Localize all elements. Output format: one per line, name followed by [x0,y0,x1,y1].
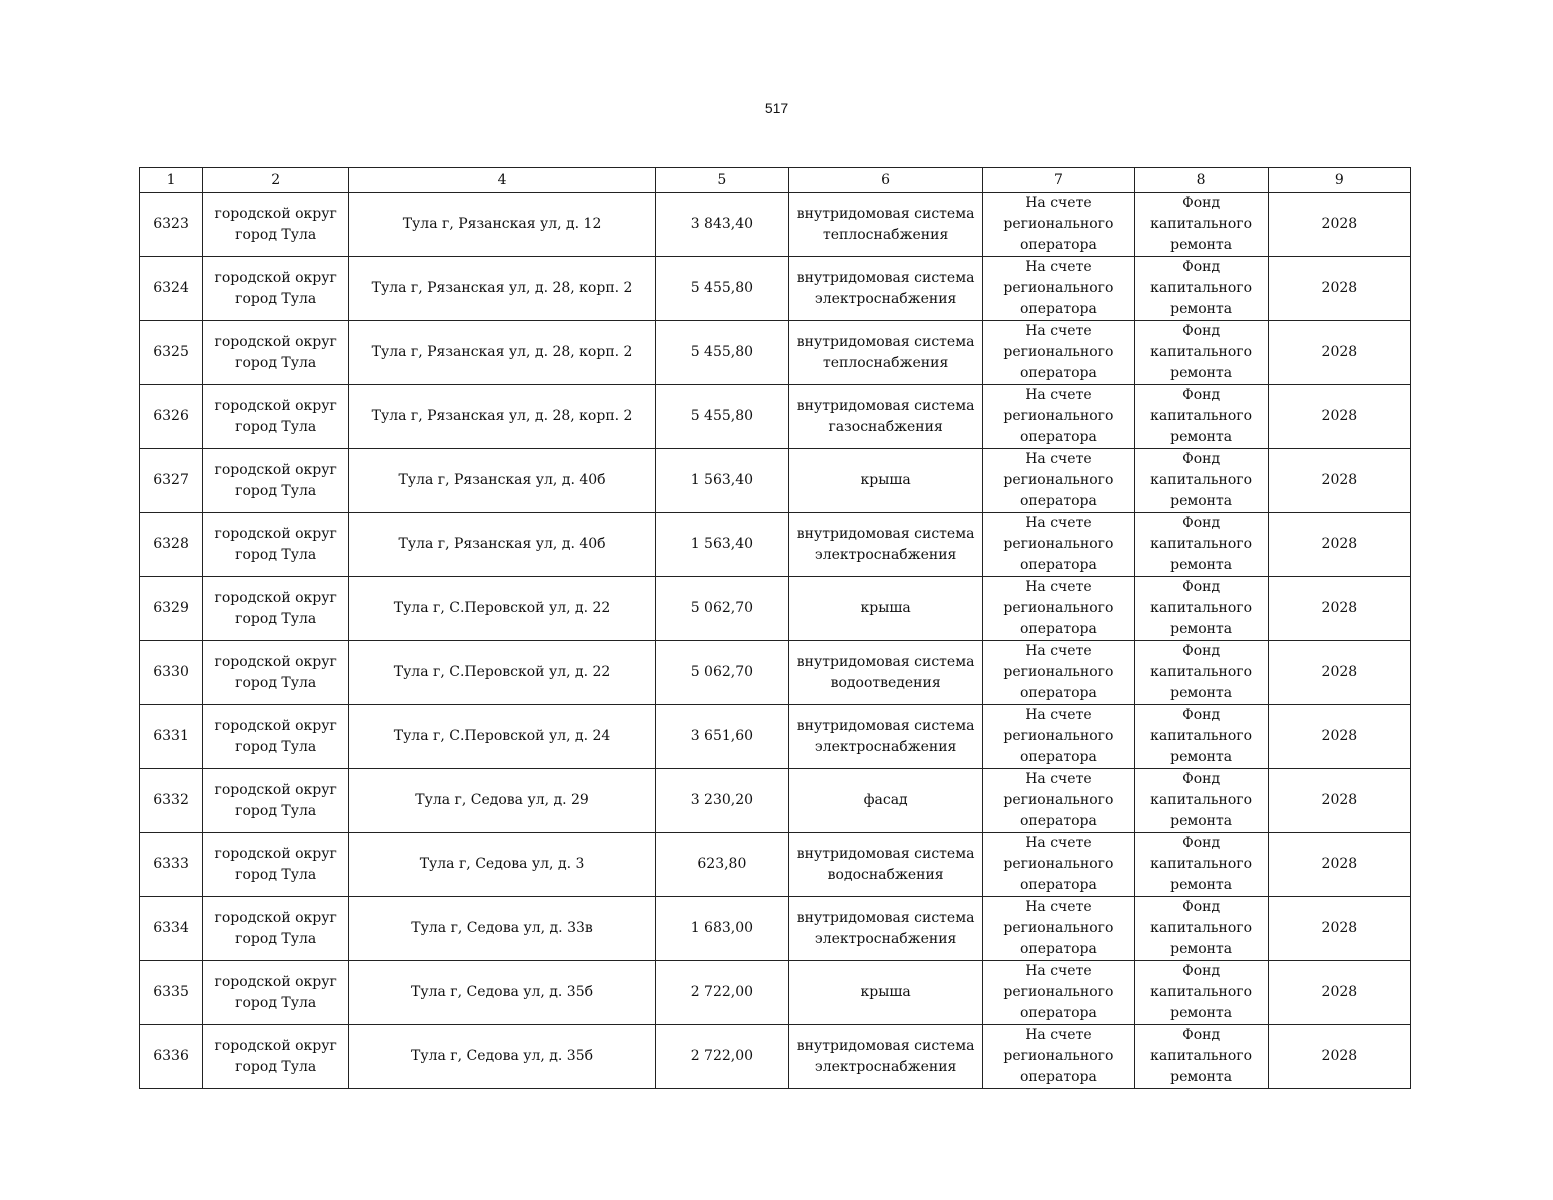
fund-account-cell: На счете регионального оператора [983,833,1134,897]
municipality-cell: городской округ город Тула [203,641,349,705]
row-number-cell: 6325 [140,321,203,385]
row-number-cell: 6327 [140,449,203,513]
row-number-cell: 6334 [140,897,203,961]
column-number: 8 [1134,168,1268,193]
year-cell: 2028 [1268,513,1410,577]
municipality-cell: городской округ город Тула [203,769,349,833]
fund-account-cell: На счете регионального оператора [983,641,1134,705]
page-number: 517 [764,100,789,116]
table-row [140,833,1411,897]
funding-source-cell: Фонд капитального ремонта [1134,513,1268,577]
fund-account-cell: На счете регионального оператора [983,769,1134,833]
funding-source-cell: Фонд капитального ремонта [1134,833,1268,897]
address-cell: Тула г, Рязанская ул, д. 28, корп. 2 [349,257,655,321]
funding-source-cell: Фонд капитального ремонта [1134,449,1268,513]
column-number: 9 [1268,168,1410,193]
address-cell: Тула г, Рязанская ул, д. 40б [349,449,655,513]
row-number-cell: 6332 [140,769,203,833]
area-cell: 5 455,80 [655,385,788,449]
address-cell: Тула г, Рязанская ул, д. 28, корп. 2 [349,321,655,385]
column-number: 2 [203,168,349,193]
work-type-cell: внутридомовая система электроснабжения [788,513,982,577]
year-cell: 2028 [1268,961,1410,1025]
table-row [140,513,1411,577]
area-cell: 1 683,00 [655,897,788,961]
work-type-cell: внутридомовая система электроснабжения [788,1025,982,1089]
funding-source-cell: Фонд капитального ремонта [1134,577,1268,641]
year-cell: 2028 [1268,385,1410,449]
row-number-cell: 6326 [140,385,203,449]
table-row [140,321,1411,385]
funding-source-cell: Фонд капитального ремонта [1134,257,1268,321]
work-type-cell: внутридомовая система теплоснабжения [788,193,982,257]
fund-account-cell: На счете регионального оператора [983,897,1134,961]
table-row [140,449,1411,513]
area-cell: 5 455,80 [655,257,788,321]
area-cell: 2 722,00 [655,961,788,1025]
fund-account-cell: На счете регионального оператора [983,257,1134,321]
work-type-cell: внутридомовая система электроснабжения [788,897,982,961]
year-cell: 2028 [1268,769,1410,833]
address-cell: Тула г, Седова ул, д. 35б [349,1025,655,1089]
area-cell: 623,80 [655,833,788,897]
fund-account-cell: На счете регионального оператора [983,449,1134,513]
column-number: 6 [788,168,982,193]
column-number: 7 [983,168,1134,193]
work-type-cell: фасад [788,769,982,833]
funding-source-cell: Фонд капитального ремонта [1134,193,1268,257]
column-numbers-row [140,168,1411,193]
year-cell: 2028 [1268,257,1410,321]
year-cell: 2028 [1268,833,1410,897]
fund-account-cell: На счете регионального оператора [983,513,1134,577]
municipality-cell: городской округ город Тула [203,1025,349,1089]
row-number-cell: 6330 [140,641,203,705]
area-cell: 1 563,40 [655,513,788,577]
funding-source-cell: Фонд капитального ремонта [1134,705,1268,769]
area-cell: 1 563,40 [655,449,788,513]
row-number-cell: 6323 [140,193,203,257]
row-number-cell: 6336 [140,1025,203,1089]
area-cell: 5 062,70 [655,577,788,641]
area-cell: 5 062,70 [655,641,788,705]
municipality-cell: городской округ город Тула [203,961,349,1025]
row-number-cell: 6335 [140,961,203,1025]
funding-source-cell: Фонд капитального ремонта [1134,1025,1268,1089]
municipality-cell: городской округ город Тула [203,577,349,641]
municipality-cell: городской округ город Тула [203,513,349,577]
year-cell: 2028 [1268,897,1410,961]
work-type-cell: крыша [788,961,982,1025]
work-type-cell: внутридомовая система газоснабжения [788,385,982,449]
table-row [140,385,1411,449]
year-cell: 2028 [1268,577,1410,641]
address-cell: Тула г, С.Перовской ул, д. 24 [349,705,655,769]
year-cell: 2028 [1268,321,1410,385]
municipality-cell: городской округ город Тула [203,193,349,257]
municipality-cell: городской округ город Тула [203,833,349,897]
address-cell: Тула г, С.Перовской ул, д. 22 [349,641,655,705]
municipality-cell: городской округ город Тула [203,385,349,449]
year-cell: 2028 [1268,705,1410,769]
work-type-cell: внутридомовая система теплоснабжения [788,321,982,385]
column-number: 5 [655,168,788,193]
year-cell: 2028 [1268,641,1410,705]
table-row [140,961,1411,1025]
address-cell: Тула г, Седова ул, д. 33в [349,897,655,961]
municipality-cell: городской округ город Тула [203,321,349,385]
fund-account-cell: На счете регионального оператора [983,577,1134,641]
fund-account-cell: На счете регионального оператора [983,705,1134,769]
area-cell: 3 843,40 [655,193,788,257]
area-cell: 3 230,20 [655,769,788,833]
fund-account-cell: На счете регионального оператора [983,961,1134,1025]
address-cell: Тула г, С.Перовской ул, д. 22 [349,577,655,641]
address-cell: Тула г, Рязанская ул, д. 12 [349,193,655,257]
year-cell: 2028 [1268,1025,1410,1089]
funding-source-cell: Фонд капитального ремонта [1134,769,1268,833]
area-cell: 2 722,00 [655,1025,788,1089]
work-type-cell: внутридомовая система водоотведения [788,641,982,705]
area-cell: 5 455,80 [655,321,788,385]
fund-account-cell: На счете регионального оператора [983,321,1134,385]
table-row [140,1025,1411,1089]
capital-repair-table [139,167,1411,1089]
table-row [140,193,1411,257]
municipality-cell: городской округ город Тула [203,897,349,961]
work-type-cell: крыша [788,449,982,513]
work-type-cell: внутридомовая система водоснабжения [788,833,982,897]
table-row [140,641,1411,705]
address-cell: Тула г, Рязанская ул, д. 28, корп. 2 [349,385,655,449]
fund-account-cell: На счете регионального оператора [983,1025,1134,1089]
row-number-cell: 6328 [140,513,203,577]
municipality-cell: городской округ город Тула [203,257,349,321]
row-number-cell: 6329 [140,577,203,641]
funding-source-cell: Фонд капитального ремонта [1134,641,1268,705]
address-cell: Тула г, Седова ул, д. 29 [349,769,655,833]
year-cell: 2028 [1268,449,1410,513]
funding-source-cell: Фонд капитального ремонта [1134,321,1268,385]
column-number: 4 [349,168,655,193]
work-type-cell: внутридомовая система электроснабжения [788,257,982,321]
column-number: 1 [140,168,203,193]
work-type-cell: внутридомовая система электроснабжения [788,705,982,769]
fund-account-cell: На счете регионального оператора [983,385,1134,449]
municipality-cell: городской округ город Тула [203,449,349,513]
funding-source-cell: Фонд капитального ремонта [1134,385,1268,449]
address-cell: Тула г, Рязанская ул, д. 40б [349,513,655,577]
table-row [140,769,1411,833]
funding-source-cell: Фонд капитального ремонта [1134,961,1268,1025]
address-cell: Тула г, Седова ул, д. 3 [349,833,655,897]
table-row [140,897,1411,961]
table-row [140,257,1411,321]
address-cell: Тула г, Седова ул, д. 35б [349,961,655,1025]
row-number-cell: 6333 [140,833,203,897]
row-number-cell: 6331 [140,705,203,769]
municipality-cell: городской округ город Тула [203,705,349,769]
year-cell: 2028 [1268,193,1410,257]
table-row [140,577,1411,641]
row-number-cell: 6324 [140,257,203,321]
funding-source-cell: Фонд капитального ремонта [1134,897,1268,961]
fund-account-cell: На счете регионального оператора [983,193,1134,257]
area-cell: 3 651,60 [655,705,788,769]
work-type-cell: крыша [788,577,982,641]
table-row [140,705,1411,769]
